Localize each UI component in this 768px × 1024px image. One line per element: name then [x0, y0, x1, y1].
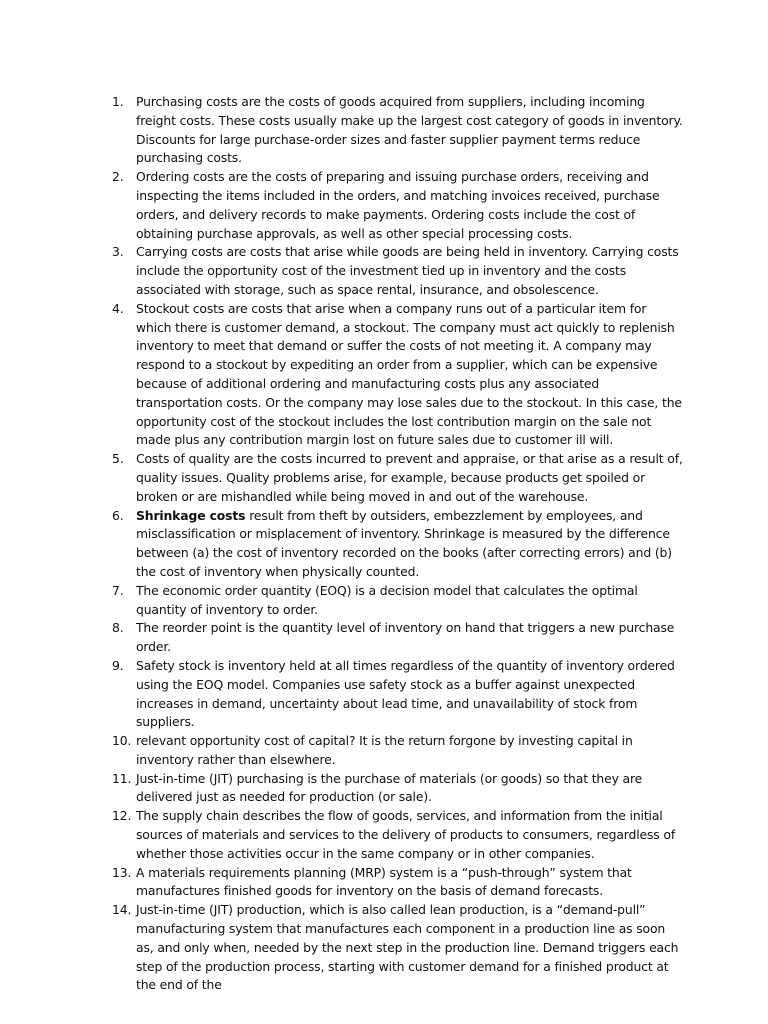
- item-number: 3.: [112, 244, 124, 260]
- item-number: 13.: [112, 864, 132, 880]
- item-number: 8.: [112, 620, 124, 636]
- item-text: The economic order quantity (EOQ) is a decision model that calculates the optimal quantity of inventory to order.: [136, 582, 638, 617]
- item-text: A materials requirements planning (MRP) system is a “push-through” system that manufactures finished goods for inventory on the basis of demand forecasts.: [136, 864, 632, 899]
- item-text: Safety stock is inventory held at all times regardless of the quantity of inventory ordered using the EOQ model. Companies use safety stock as a buffer against unexpected increases in demand, uncertainty about lead time, and unavailability of stock from suppliers.: [136, 657, 675, 730]
- item-text: relevant opportunity cost of capital? It is the return forgone by investing capital in inventory rather than elsewhere.: [136, 733, 633, 767]
- item-number: 5.: [112, 451, 124, 467]
- item-text: result from theft by outsiders, embezzlement by employees, and misclassification or misplacement of inventory. Shrinkage is measured by the difference between (a) the cost of inventory recorded on the books (after correcting errors) and (b) the cost of inventory when physically counted.: [136, 507, 672, 579]
- item-number: 11.: [112, 770, 132, 786]
- list-item: [112, 807, 684, 863]
- list-item: [112, 243, 684, 299]
- list-item: [112, 507, 684, 582]
- list-item: [112, 619, 684, 657]
- list-item: [112, 770, 684, 808]
- item-text: The reorder point is the quantity level of inventory on hand that triggers a new purchase order.: [136, 620, 675, 655]
- list-item: [112, 582, 684, 620]
- item-number: 9.: [112, 657, 124, 673]
- item-text: Purchasing costs are the costs of goods acquired from suppliers, including incoming freight costs. These costs usually make up the largest cost category of goods in inventory. Discounts for large purchase-order sizes and faster supplier payment terms reduce purchasing costs.: [136, 94, 683, 166]
- item-number: 4.: [112, 300, 124, 316]
- item-number: 10.: [112, 733, 132, 749]
- item-text: Costs of quality are the costs incurred to prevent and appraise, or that arise as a result of, quality issues. Quality problems arise, for example, because products get spoiled or broken or are mishandled while being moved in and out of the warehouse.: [136, 451, 683, 504]
- list-item: [112, 901, 684, 995]
- list-item: [112, 732, 684, 770]
- list-item: [112, 168, 684, 243]
- item-text: The supply chain describes the flow of goods, services, and information from the initial sources of materials and services to the delivery of products to consumers, regardless of whether those activities occur in the same company or in other companies.: [136, 808, 676, 861]
- numbered-list: [112, 93, 684, 995]
- item-text: Carrying costs are costs that arise while goods are being held in inventory. Carrying costs include the opportunity cost of the investment tied up in inventory and the costs associated with storage, such as space rental, insurance, and obsolescence.: [136, 244, 679, 297]
- item-text: Just-in-time (JIT) production, which is also called lean production, is a “demand-pull” manufacturing system that manufactures each component in a production line as soon as, and only when, needed by the next step in the production line. Demand triggers each step of the production process, starting with customer demand for a finished product at the end of the: [136, 902, 679, 993]
- item-number: 14.: [112, 902, 132, 918]
- item-number: 2.: [112, 169, 124, 185]
- item-number: 7.: [112, 582, 124, 598]
- item-text: Ordering costs are the costs of preparing and issuing purchase orders, receiving and inspecting the items included in the orders, and matching invoices received, purchase orders, and delivery records to make payments. Ordering costs include the cost of obtaining purchase approvals, as well as other special processing costs.: [136, 169, 660, 241]
- list-item: [112, 300, 684, 450]
- item-text: Stockout costs are costs that arise when a company runs out of a particular item for which there is customer demand, a stockout. The company must act quickly to replenish inventory to meet that demand or suffer the costs of not meeting it. A company may respond to a stockout by expediting an order from a supplier, which can be expensive because of additional ordering and manufacturing costs plus any associated transportation costs. Or the company may lose sales due to the stockout. In this case, the opportunity cost of the stockout includes the lost contribution margin on the sale not made plus any contribution margin lost on future sales due to customer ill will.: [136, 300, 682, 448]
- item-term-bold: Shrinkage costs: [136, 507, 246, 523]
- item-number: 12.: [112, 808, 132, 824]
- list-item: [112, 657, 684, 732]
- item-text: Just-in-time (JIT) purchasing is the purchase of materials (or goods) so that they are delivered just as needed for production (or sale).: [136, 770, 643, 805]
- list-item: [112, 450, 684, 506]
- item-number: 1.: [112, 94, 124, 109]
- item-number: 6.: [112, 507, 124, 523]
- list-item: [112, 864, 684, 902]
- list-item: [112, 93, 684, 168]
